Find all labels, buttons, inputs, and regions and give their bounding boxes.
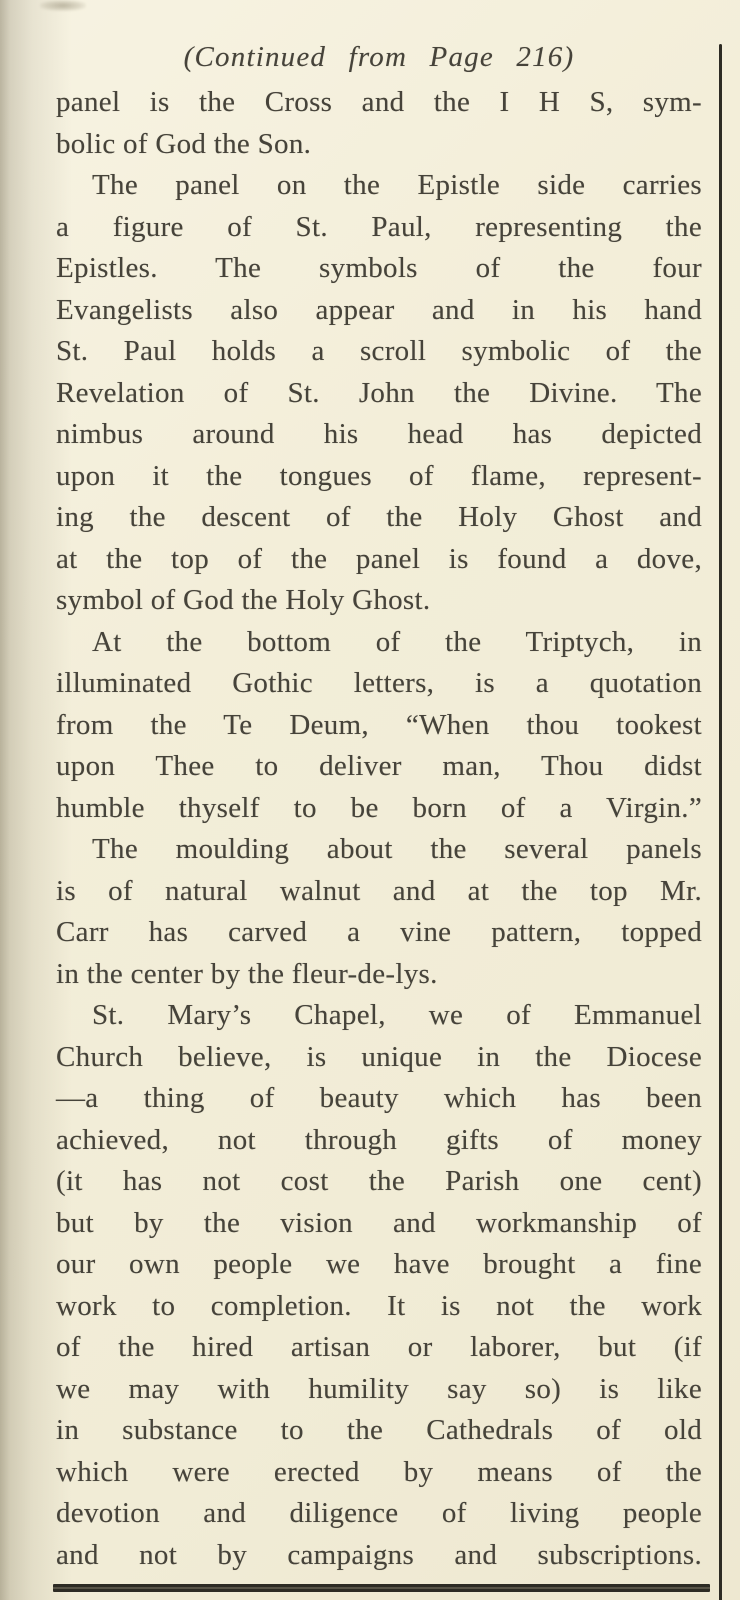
text-line: achieved, not through gifts of money <box>56 1123 702 1156</box>
text-line: work to completion. It is not the work <box>56 1289 702 1322</box>
text-line: Revelation of St. John the Divine. The <box>56 376 702 409</box>
text-line: we may with humility say so) is like <box>56 1372 702 1405</box>
paragraph <box>56 82 702 165</box>
text-line: devotion and diligence of living people <box>56 1497 702 1529</box>
text-line: nimbus around his head has depicted <box>56 418 702 450</box>
text-line: bolic of God the Son. <box>56 127 312 160</box>
text-line: Carr has carved a vine pattern, topped <box>56 916 702 948</box>
text-line: St. Mary’s Chapel, we of Emmanuel <box>92 999 702 1031</box>
text-line: which were erected by means of the <box>56 1455 702 1488</box>
text-line: but by the vision and workmanship of <box>56 1206 702 1239</box>
text-line: is of natural walnut and at the top Mr. <box>56 874 702 907</box>
text-line: panel is the Cross and the I H S, sym- <box>56 86 702 118</box>
text-line: humble thyself to be born of a Virgin.” <box>56 791 702 824</box>
text-line: (it has not cost the Parish one cent) <box>56 1165 702 1197</box>
continuation-note: (Continued from Page 216) <box>183 41 575 73</box>
paragraph <box>56 829 702 995</box>
paragraph <box>56 622 702 830</box>
text-line: Epistles. The symbols of the four <box>56 252 702 284</box>
text-line: and not by campaigns and subscriptions. <box>56 1538 702 1571</box>
text-line: St. Paul holds a scroll symbolic of the <box>56 335 702 367</box>
text-column <box>56 34 702 1576</box>
text-line: symbol of God the Holy Ghost. <box>56 584 431 616</box>
text-line: at the top of the panel is found a dove, <box>56 542 702 575</box>
text-line: our own people we have brought a fine <box>56 1248 702 1280</box>
text-line: —a thing of beauty which has been <box>56 1082 702 1114</box>
bottom-rule <box>53 1584 710 1592</box>
text-line: illuminated Gothic letters, is a quotation <box>56 667 702 699</box>
text-line: ing the descent of the Holy Ghost and <box>56 501 702 533</box>
text-line: Evangelists also appear and in his hand <box>56 293 702 326</box>
text-line: from the Te Deum, “When thou tookest <box>56 708 702 741</box>
text-line: a figure of St. Paul, representing the <box>56 210 702 243</box>
text-line: upon Thee to deliver man, Thou didst <box>56 750 702 782</box>
text-line: in the center by the fleur-de-lys. <box>56 957 438 990</box>
text-line: of the hired artisan or laborer, but (if <box>56 1331 702 1363</box>
text-line: The moulding about the several panels <box>92 833 702 865</box>
text-line: At the bottom of the Triptych, in <box>92 625 702 658</box>
text-line: The panel on the Epistle side carries <box>92 169 702 201</box>
text-line: upon it the tongues of flame, represent- <box>56 459 702 492</box>
text-line: in substance to the Cathedrals of old <box>56 1414 702 1446</box>
paragraph <box>56 165 702 622</box>
column-rule <box>719 44 722 1600</box>
scan-artifact <box>40 0 86 11</box>
text-line: Church believe, is unique in the Diocese <box>56 1040 702 1073</box>
paragraph <box>56 995 702 1576</box>
